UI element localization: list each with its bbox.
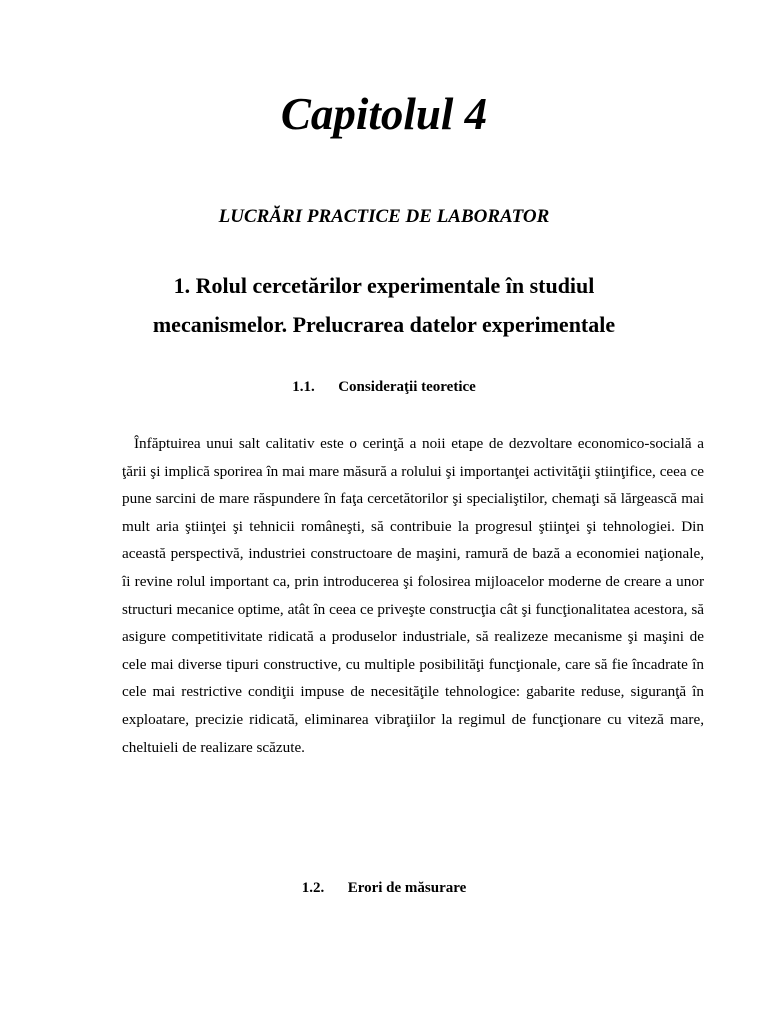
subsection-number: 1.1. [292, 379, 315, 395]
section-heading-line-2: mecanismelor. Prelucrarea datelor experimentale [152, 312, 616, 337]
subsection-heading-1-2 [0, 877, 768, 899]
subsection-heading-1-1 [0, 376, 768, 398]
chapter-caption: LUCRĂRI PRACTICE DE LABORATOR [218, 206, 550, 227]
subsection-title: Erori de măsurare [347, 880, 467, 896]
section-heading [0, 270, 768, 348]
section-heading-line-1: 1. Rolul cercetărilor experimentale în studiul [173, 273, 595, 298]
subsection-number: 1.2. [301, 880, 325, 896]
subsection-title: Consideraţii teoretice [338, 379, 476, 395]
body-paragraph: Înfăptuirea unui salt calitativ este o cerinţă a noii etape de dezvoltare economico-socială a ţării şi implică sporirea în mai mare măsură a rolului şi importanţei activităţii ştiinţifice, ceea ce pune sarcini de mare răspundere în faţa cercetătorilor şi specialiştilor, chemaţi să lărgească mai mult aria ştiinţei şi tehnicii româneşti, să contribuie la progresul ştiinţei şi tehnologiei. Din această perspectivă, industriei constructoare de maşini, ramură de bază a economiei naţionale, îi revine rolul important ca, prin introducerea şi folosirea mijloacelor moderne de creare a unor structuri mecanice optime, atât în ceea ce priveşte construcţia cât şi funcţionalitatea acestora, să asigure competitivitate ridicată a produselor industriale, să realizeze mecanisme şi maşini de cele mai diverse tipuri constructive, cu multiple posibilităţi funcţionale, care să fie încadrate în cele mai restrictive condiţii impuse de necesităţile tehnologice: gabarite reduse, siguranţă în exploatare, precizie ridicată, eliminarea vibraţiilor la regimul de funcţionare cu viteză mare, cheltuieli de realizare scăzute. [122, 435, 704, 756]
chapter-title: Capitolul 4 [280, 89, 488, 139]
